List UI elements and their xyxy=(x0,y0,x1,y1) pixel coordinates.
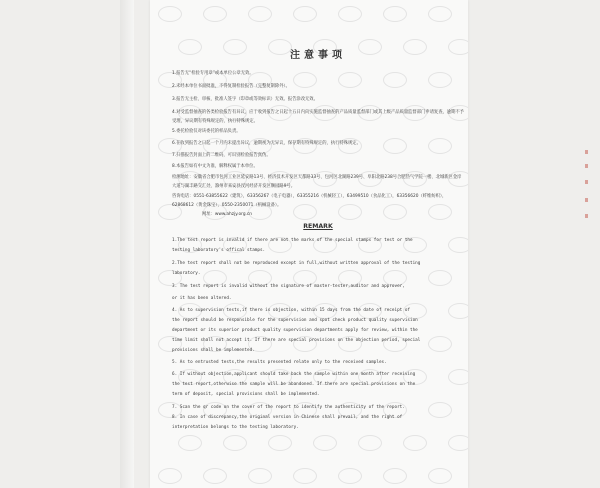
watermark-logo xyxy=(158,6,182,22)
cn-address: 检测地址：安徽省合肥市包河工业区延安路13号、经济技术开发区天都路33号、包河区北湖路239号、阜阳北路238号合肥热气学院一楼、北城新区金岸大道与湖丰路交汇处、滁州市来安县汊河经济开发区顺园路9号。 xyxy=(172,175,462,189)
watermark-logo xyxy=(383,6,407,22)
stamp-fragment xyxy=(585,198,588,202)
watermark-logo xyxy=(338,468,362,484)
en-line-16: 7. Scan the qr code on the cover of the report to identify the authenticity of the report. xyxy=(172,405,405,410)
cn-notice-7: 7.扫描报告封面上的二维码，可识别检验报告真伪。 xyxy=(172,153,271,158)
cn-notice-3: 3.报告无主检、审核、批准人签字（印章或等效标识）无效。报告涂改无效。 xyxy=(172,97,318,102)
en-line-3: 2.The test report shall not be reproduced except in full,without written approval of the testing xyxy=(172,261,421,266)
stamp-fragment xyxy=(585,164,588,168)
en-line-5: 3. The test report is invalid without the signature of master-tester,auditor and approver, xyxy=(172,284,405,289)
watermark-logo xyxy=(223,435,247,451)
en-line-6: or it has been altered. xyxy=(172,296,232,301)
watermark-logo xyxy=(313,435,337,451)
document-title: 注意事项 xyxy=(290,50,346,61)
en-line-8: the report should be responsible for the supervision and spot check product quality supervision xyxy=(172,318,418,323)
document-sheet xyxy=(150,0,468,488)
cn-phone: 咨询电话：0551-63855622（建筑），63356267（电子电器），63355216（机械轻工），63499510（食品化工），63356620（纤维纺织），62868612（黄金珠宝），0550-2350071（机械设备）。 xyxy=(172,194,447,208)
en-line-7: 4. As to supervision tests,if there is objection, within 15 days from the date of receipt of xyxy=(172,308,410,313)
en-line-17: 8. In case of discrepancy,the original version in Chinese shall prevail, and the right of xyxy=(172,415,403,420)
cn-notice-5: 5.委托检验仅对该委托的样品负责。 xyxy=(172,129,241,134)
cn-website: 网址：www.ahzjy.org.cn xyxy=(202,212,253,217)
watermark-logo xyxy=(383,468,407,484)
stamp-fragment xyxy=(585,180,588,184)
watermark-logo xyxy=(428,468,452,484)
en-line-12: 5. As to entrusted tests,the results presented relate only to the received samples. xyxy=(172,360,387,365)
watermark-logo xyxy=(293,6,317,22)
en-line-14: the test report,otherwise the sample will be abandoned. If there are special provisions on the xyxy=(172,382,416,387)
watermark-logo xyxy=(203,468,227,484)
cn-notice-2: 2.未经本单位书面批准，不得复制检验报告（完整复制除外）。 xyxy=(172,84,290,89)
page-fold-edge xyxy=(120,0,134,488)
cn-notice-1: 1.报告无“检验专用章”或本单位公章无效。 xyxy=(172,71,254,76)
cn-notice-4: 4.对受监督抽查的各类检验报告有异议，应于收到报告之日起十五日内向实施监督抽查的产品质量监督部门或其上级产品质量监督部门申请复查，逾期不予受理，异议期有特殊规定的，执行特殊规定。 xyxy=(172,110,464,124)
remark-heading: REMARK xyxy=(303,223,333,230)
en-line-11: provisions shall be implemented. xyxy=(172,348,255,353)
en-line-18: interpretation belongs to the testing laboratory. xyxy=(172,425,299,430)
watermark-logo xyxy=(178,435,202,451)
watermark-logo xyxy=(448,435,468,451)
watermark-logo xyxy=(158,468,182,484)
en-line-4: laboratory. xyxy=(172,271,201,276)
watermark-logo xyxy=(203,6,227,22)
watermark-logo xyxy=(268,435,292,451)
en-line-9: department or its superior product quality supervision departments apply for review, within the xyxy=(172,328,418,333)
stamp-fragment xyxy=(585,150,588,154)
en-line-15: term of deposit, special provisions shall be implemented. xyxy=(172,392,320,397)
watermark-logo xyxy=(338,6,362,22)
en-line-2: testing laboratory's offical stamps. xyxy=(172,248,266,253)
watermark-logo xyxy=(248,468,272,484)
watermark-logo xyxy=(428,6,452,22)
en-line-1: 1.The test report is invalid if there are not the marks of the special stamps for test or the xyxy=(172,238,413,243)
stamp-fragment xyxy=(585,214,588,218)
cn-notice-6: 6.在收到报告之日起一个月内未提出异议，逾期视为无异议，保存期有特殊规定的，执行特殊规定。 xyxy=(172,141,361,146)
watermark-logo xyxy=(248,6,272,22)
watermark-logo xyxy=(293,468,317,484)
cn-notice-8: 8.本报告如有中文为准，解释权属于本单位。 xyxy=(172,164,258,169)
en-line-10: time limit shall not accept it. If there are special provisions on the objection period, special xyxy=(172,338,421,343)
watermark-logo xyxy=(358,435,382,451)
watermark-logo xyxy=(403,435,427,451)
en-line-13: 6. If without objection,applicant should take back the sample within one month after receiving xyxy=(172,372,416,377)
